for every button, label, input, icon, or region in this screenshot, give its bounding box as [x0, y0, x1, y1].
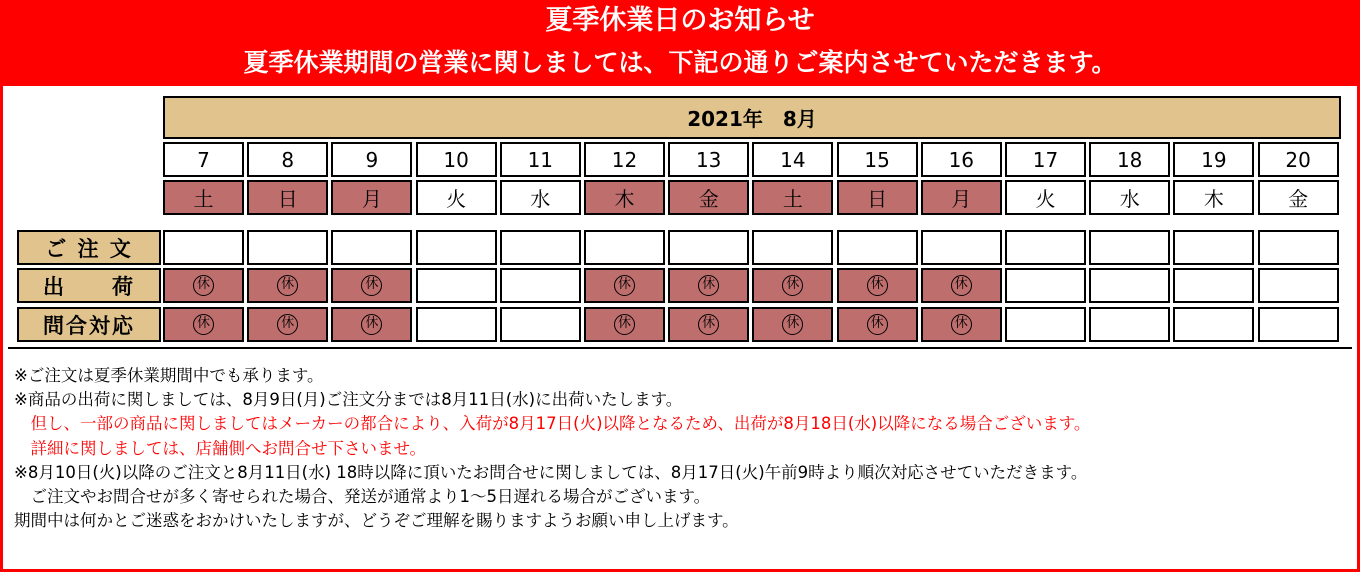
weekday-cell: 火 — [416, 180, 497, 215]
closed-cell — [584, 307, 665, 342]
day-number: 18 — [1089, 142, 1170, 177]
closed-mark-icon: 休 — [867, 275, 888, 296]
note-line: ご注文やお問合せが多く寄せられた場合、発送が通常より1～5日遅れる場合がございます。 — [14, 486, 711, 506]
closed-mark-icon: 休 — [361, 275, 382, 296]
open-cell — [500, 307, 581, 342]
closed-mark-icon: 休 — [277, 275, 298, 296]
row-label: 問合対応 — [17, 307, 161, 342]
weekday-cell: 水 — [500, 180, 581, 215]
closed-cell — [752, 268, 833, 303]
weekday-cell: 土 — [163, 180, 244, 215]
open-cell — [1173, 230, 1254, 265]
closed-cell — [668, 268, 749, 303]
day-number: 8 — [247, 142, 328, 177]
weekday-cell: 木 — [584, 180, 665, 215]
notice-subtitle: 夏季休業期間の営業に関しましては、下記の通りご案内させていただきます。 — [243, 48, 1117, 77]
closed-cell — [247, 307, 328, 342]
day-number: 9 — [331, 142, 412, 177]
calendar-month-header: 2021年 8月 — [163, 96, 1341, 139]
open-cell — [1089, 230, 1170, 265]
open-cell — [416, 268, 497, 303]
open-cell — [752, 230, 833, 265]
notice-title: 夏季休業日のお知らせ — [545, 5, 815, 36]
closed-cell — [584, 268, 665, 303]
closed-cell — [331, 268, 412, 303]
closed-mark-icon: 休 — [193, 314, 214, 335]
open-cell — [1173, 307, 1254, 342]
open-cell — [247, 230, 328, 265]
section-divider — [8, 347, 1352, 349]
closed-cell — [668, 307, 749, 342]
closed-cell — [752, 307, 833, 342]
weekday-cell: 水 — [1089, 180, 1170, 215]
open-cell — [1005, 307, 1086, 342]
closed-mark-icon: 休 — [361, 314, 382, 335]
closed-mark-icon: 休 — [867, 314, 888, 335]
open-cell — [584, 230, 665, 265]
day-number: 11 — [500, 142, 581, 177]
day-number: 15 — [837, 142, 918, 177]
open-cell — [331, 230, 412, 265]
open-cell — [921, 230, 1002, 265]
day-number: 17 — [1005, 142, 1086, 177]
closed-cell — [837, 268, 918, 303]
closed-mark-icon: 休 — [277, 314, 298, 335]
open-cell — [416, 307, 497, 342]
day-number: 12 — [584, 142, 665, 177]
day-number: 19 — [1173, 142, 1254, 177]
open-cell — [1089, 307, 1170, 342]
closed-cell — [163, 268, 244, 303]
open-cell — [500, 230, 581, 265]
open-cell — [163, 230, 244, 265]
notes-section — [14, 364, 1090, 533]
closed-cell — [331, 307, 412, 342]
day-number: 20 — [1258, 142, 1339, 177]
weekday-cell: 日 — [247, 180, 328, 215]
day-number: 10 — [416, 142, 497, 177]
open-cell — [500, 268, 581, 303]
note-line: ※商品の出荷に関しましては、8月9日(月)ご注文分までは8月11日(水)に出荷いたします。 — [14, 390, 683, 410]
closed-cell — [837, 307, 918, 342]
day-number: 13 — [668, 142, 749, 177]
day-number: 16 — [921, 142, 1002, 177]
open-cell — [1173, 268, 1254, 303]
open-cell — [1258, 307, 1339, 342]
closed-cell — [921, 307, 1002, 342]
closed-mark-icon: 休 — [951, 314, 972, 335]
closed-mark-icon: 休 — [614, 275, 635, 296]
weekday-cell: 土 — [752, 180, 833, 215]
row-label: ご 注 文 — [17, 230, 161, 265]
day-number: 14 — [752, 142, 833, 177]
closed-mark-icon: 休 — [698, 314, 719, 335]
weekday-cell: 日 — [837, 180, 918, 215]
open-cell — [1089, 268, 1170, 303]
closed-cell — [921, 268, 1002, 303]
note-line: 詳細に関しましては、店舗側へお問合せ下さいませ。 — [14, 438, 427, 458]
closed-mark-icon: 休 — [193, 275, 214, 296]
note-line: 期間中は何かとご迷惑をおかけいたしますが、どうぞご理解を賜りますようお願い申し上げます。 — [14, 511, 739, 531]
note-line: 但し、一部の商品に関しましてはメーカーの都合により、入荷が8月17日(火)以降となるため、出荷が8月18日(水)以降になる場合ございます。 — [14, 414, 1091, 434]
note-line: ※ご注文は夏季休業期間中でも承ります。 — [14, 366, 324, 385]
weekday-cell: 金 — [1258, 180, 1339, 215]
open-cell — [416, 230, 497, 265]
closed-mark-icon: 休 — [951, 275, 972, 296]
closed-mark-icon: 休 — [698, 275, 719, 296]
open-cell — [1005, 230, 1086, 265]
note-line: ※8月10日(火)以降のご注文と8月11日(水) 18時以降に頂いたお問合せに関しましては、8月17日(火)午前9時より順次対応させていただきます。 — [14, 462, 1088, 482]
closed-cell — [247, 268, 328, 303]
weekday-cell: 火 — [1005, 180, 1086, 215]
closed-mark-icon: 休 — [614, 314, 635, 335]
open-cell — [1258, 268, 1339, 303]
open-cell — [837, 230, 918, 265]
weekday-cell: 木 — [1173, 180, 1254, 215]
notice-banner — [0, 0, 1360, 86]
row-label: 出 荷 — [17, 268, 161, 303]
day-number: 7 — [163, 142, 244, 177]
weekday-cell: 金 — [668, 180, 749, 215]
open-cell — [1005, 268, 1086, 303]
open-cell — [1258, 230, 1339, 265]
closed-mark-icon: 休 — [782, 314, 803, 335]
closed-cell — [163, 307, 244, 342]
open-cell — [668, 230, 749, 265]
weekday-cell: 月 — [331, 180, 412, 215]
closed-mark-icon: 休 — [782, 275, 803, 296]
weekday-cell: 月 — [921, 180, 1002, 215]
